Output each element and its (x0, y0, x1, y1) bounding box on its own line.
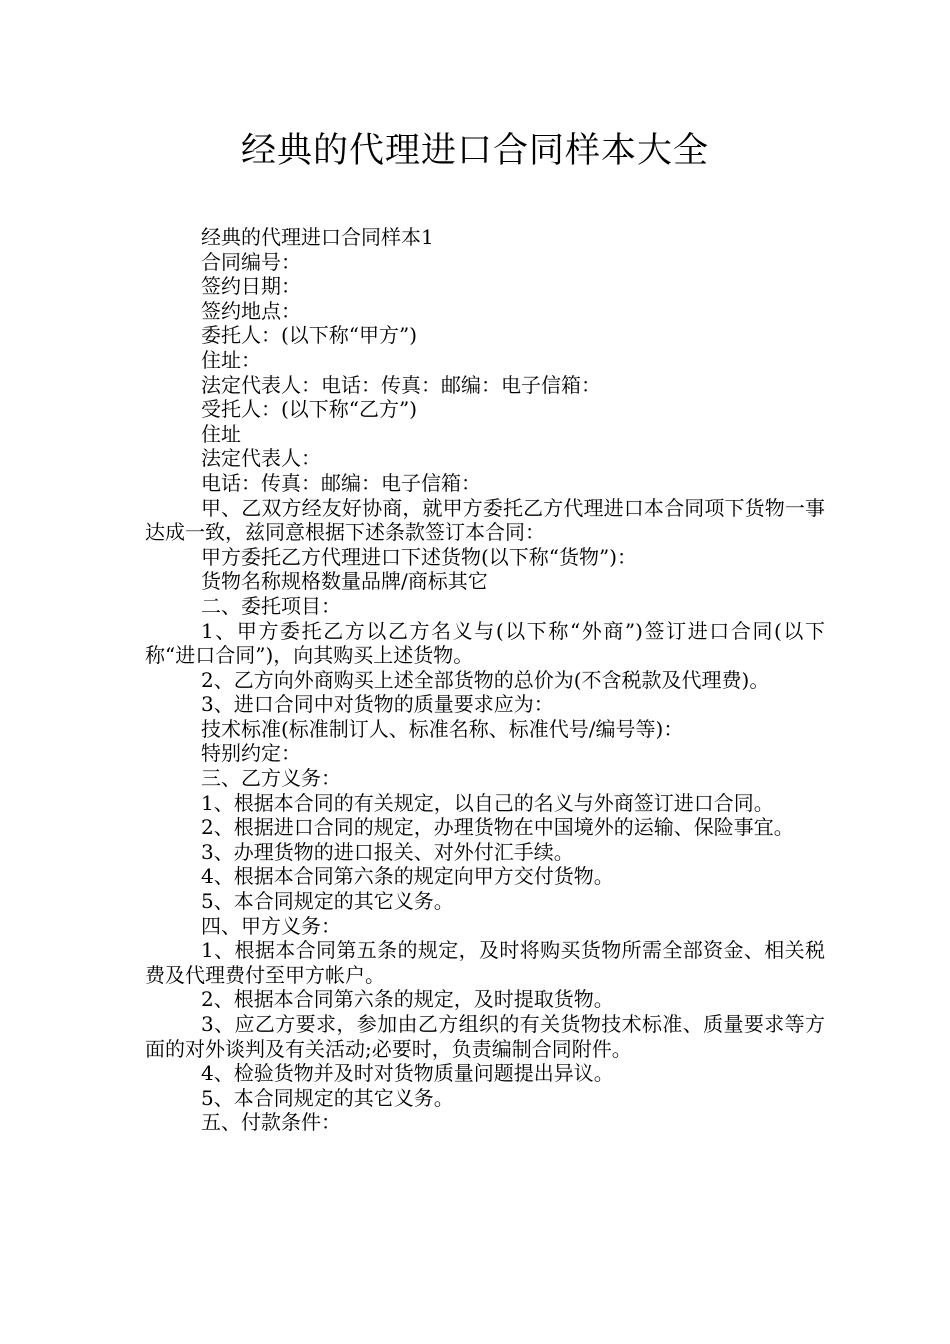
paragraph: 法定代表人：电话：传真：邮编：电子信箱： (201, 372, 601, 397)
paragraph: 3、应乙方要求，参加由乙方组织的有关货物技术标准、质量要求等方面的对外谈判及有关活动;必要时，负责编制合同附件。 (145, 1012, 825, 1061)
paragraph: 电话：传真：邮编：电子信箱： (201, 470, 481, 495)
paragraph: 特别约定： (201, 741, 301, 766)
paragraph: 5、本合同规定的其它义务。 (201, 1085, 454, 1110)
paragraph: 1、根据本合同的有关规定，以自己的名义与外商签订进口合同。 (201, 790, 774, 815)
paragraph: 3、办理货物的进口报关、对外付汇手续。 (201, 839, 574, 864)
document-title: 经典的代理进口合同样本大全 (240, 131, 709, 171)
paragraph: 1、甲方委托乙方以乙方名义与(以下称“外商”)签订进口合同(以下称“进口合同”)，向其购买上述货物。 (145, 618, 825, 668)
paragraph: 技术标准(标准制订人、标准名称、标准代号/编号等)： (201, 716, 684, 741)
paragraph: 三、乙方义务： (201, 766, 341, 791)
paragraph: 2、乙方向外商购买上述全部货物的总价为(不含税款及代理费)。 (201, 667, 770, 692)
paragraph: 二、委托项目： (201, 593, 341, 618)
paragraph: 甲、乙双方经友好协商，就甲方委托乙方代理进口本合同项下货物一事达成一致，兹同意根据下述条款签订本合同： (145, 495, 825, 545)
paragraph: 甲方委托乙方代理进口下述货物(以下称“货物”)： (201, 544, 638, 569)
paragraph: 合同编号： (201, 249, 301, 274)
paragraph: 住址 (201, 421, 241, 446)
paragraph: 四、甲方义务： (201, 913, 341, 938)
paragraph: 2、根据本合同第六条的规定，及时提取货物。 (201, 987, 614, 1012)
document-body (145, 225, 825, 1135)
paragraph: 签约地点： (201, 298, 301, 323)
paragraph: 2、根据进口合同的规定，办理货物在中国境外的运输、保险事宜。 (201, 815, 794, 840)
paragraph: 法定代表人： (201, 446, 321, 471)
paragraph: 货物名称规格数量品牌/商标其它 (201, 569, 488, 594)
paragraph: 4、根据本合同第六条的规定向甲方交付货物。 (201, 864, 614, 889)
paragraph: 受托人：(以下称“乙方”) (201, 397, 418, 422)
paragraph: 4、检验货物并及时对货物质量问题提出异议。 (201, 1061, 614, 1086)
paragraph: 委托人：(以下称“甲方”) (201, 323, 418, 348)
paragraph: 3、进口合同中对货物的质量要求应为： (201, 692, 554, 717)
paragraph: 5、本合同规定的其它义务。 (201, 889, 454, 914)
paragraph: 住址： (201, 347, 261, 372)
paragraph: 签约日期： (201, 274, 301, 299)
paragraph: 五、付款条件： (201, 1110, 341, 1135)
paragraph: 1、根据本合同第五条的规定，及时将购买货物所需全部资金、相关税费及代理费付至甲方帐户。 (145, 938, 825, 987)
paragraph: 经典的代理进口合同样本1 (201, 225, 434, 249)
